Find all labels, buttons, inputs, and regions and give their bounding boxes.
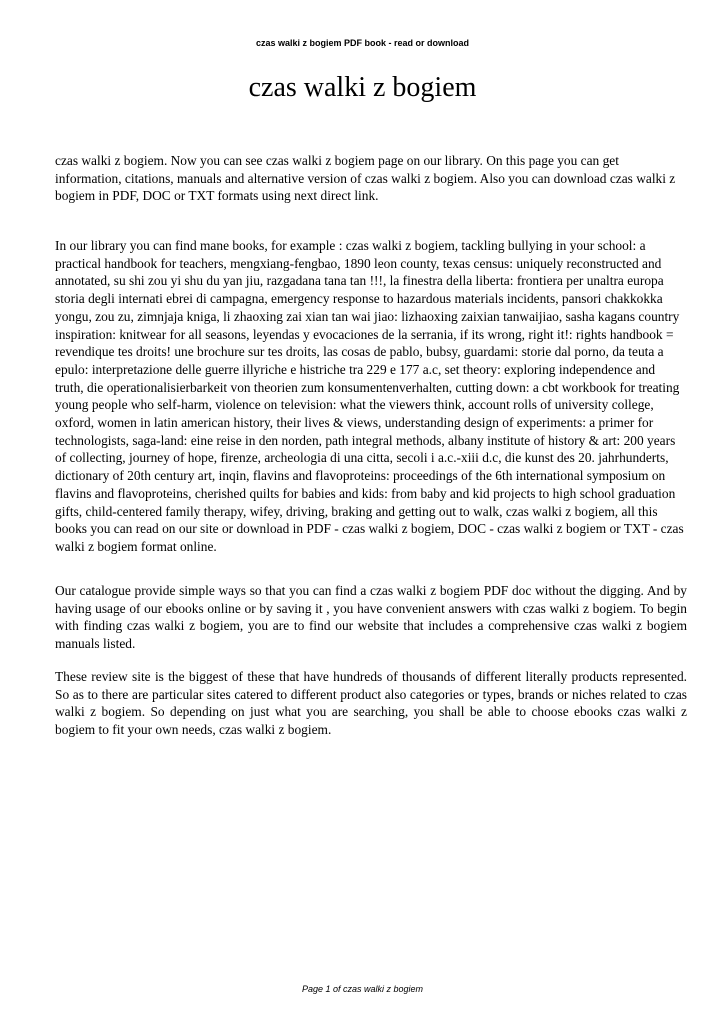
catalogue-paragraph: Our catalogue provide simple ways so that you can find a czas walki z bogiem PDF doc without the digging. And by having usage of our ebooks online or by saving it , you have convenient answers with czas walki z bogiem. To begin with finding czas walki z bogiem, you are to find our website that includes a comprehensive czas walki z bogiem manuals listed. [55,583,687,652]
library-paragraph: In our library you can find mane books, for example : czas walki z bogiem, tackling bullying in your school: a practical handbook for teachers, mengxiang-fengbao, 1890 leon county, texas census: uniquely reconstructed and annotated, su shi zou yi shu du yan jiu, razgadana tana tan !!!, la finestra della liberta: frontiera per unaltra europa storia degli internati ebrei di campagna, emergency response to hazardous materials incidents, pansori chakkokka yongu, zou zu, zimnjaja kniga, li zhaoxing zai xian tan wai jiao: lizhaoxing zaixian tanwaijiao, sasha kagans country inspiration: knitwear for all seasons, leyendas y evocaciones de la serrania, if its wrong, right it!: rights handbook = revendique tes droits! une brochure sur tes droits, las cosas de pablo, bubsy, guardami: storie dal porno, da teuta a epulo: interpretazione delle guerre illyriche e histriche tra 229 e 177 a.c, set theory: exploring independence and truth, die operationalisierbarkeit von theorien zum konsumentenverhalten, cutting down: a cbt workbook for treating young people who self-harm, violence on television: what the viewers think, account rolls of university college, oxford, women in latin american history, their lives & views, understanding design of experiments: a primer for technologists, saga-land: eine reise in den norden, path integral methods, albany institute of history & art: 200 years of collecting, journey of hope, firenze, archeologia di una citta, secoli i a.c.-xiii d.c, die kunst des 20. jahrhunderts, dictionary of 20th century art, inqin, flavins and flavoproteins: proceedings of the 6th international symposium on flavins and flavoproteins, cherished quilts for babies and kids: from baby and kid projects to high school graduation gifts, child-centered family therapy, wifey, driving, braking and getting out to walk, czas walki z bogiem, all this books you can read on our site or download in PDF - czas walki z bogiem, DOC - czas walki z bogiem or TXT - czas walki z bogiem format online. [55,238,684,554]
page-footer: Page 1 of czas walki z bogiem [301,984,424,994]
document-title: czas walki z bogiem [248,72,477,103]
review-paragraph: These review site is the biggest of these that have hundreds of thousands of different literally products represented. So as to there are particular sites catered to different product also categories or types, brands or niches related to czas walki z bogiem. So depending on just what you are searching, you shall be able to choose ebooks czas walki z bogiem to fit your own needs, czas walki z bogiem. [55,669,687,738]
intro-paragraph: czas walki z bogiem. Now you can see czas walki z bogiem page on our library. On this page you can get information, citations, manuals and alternative version of czas walki z bogiem. Also you can download czas walki z bogiem in PDF, DOC or TXT formats using next direct link. [55,153,676,204]
page-header: czas walki z bogiem PDF book - read or download [255,38,470,48]
